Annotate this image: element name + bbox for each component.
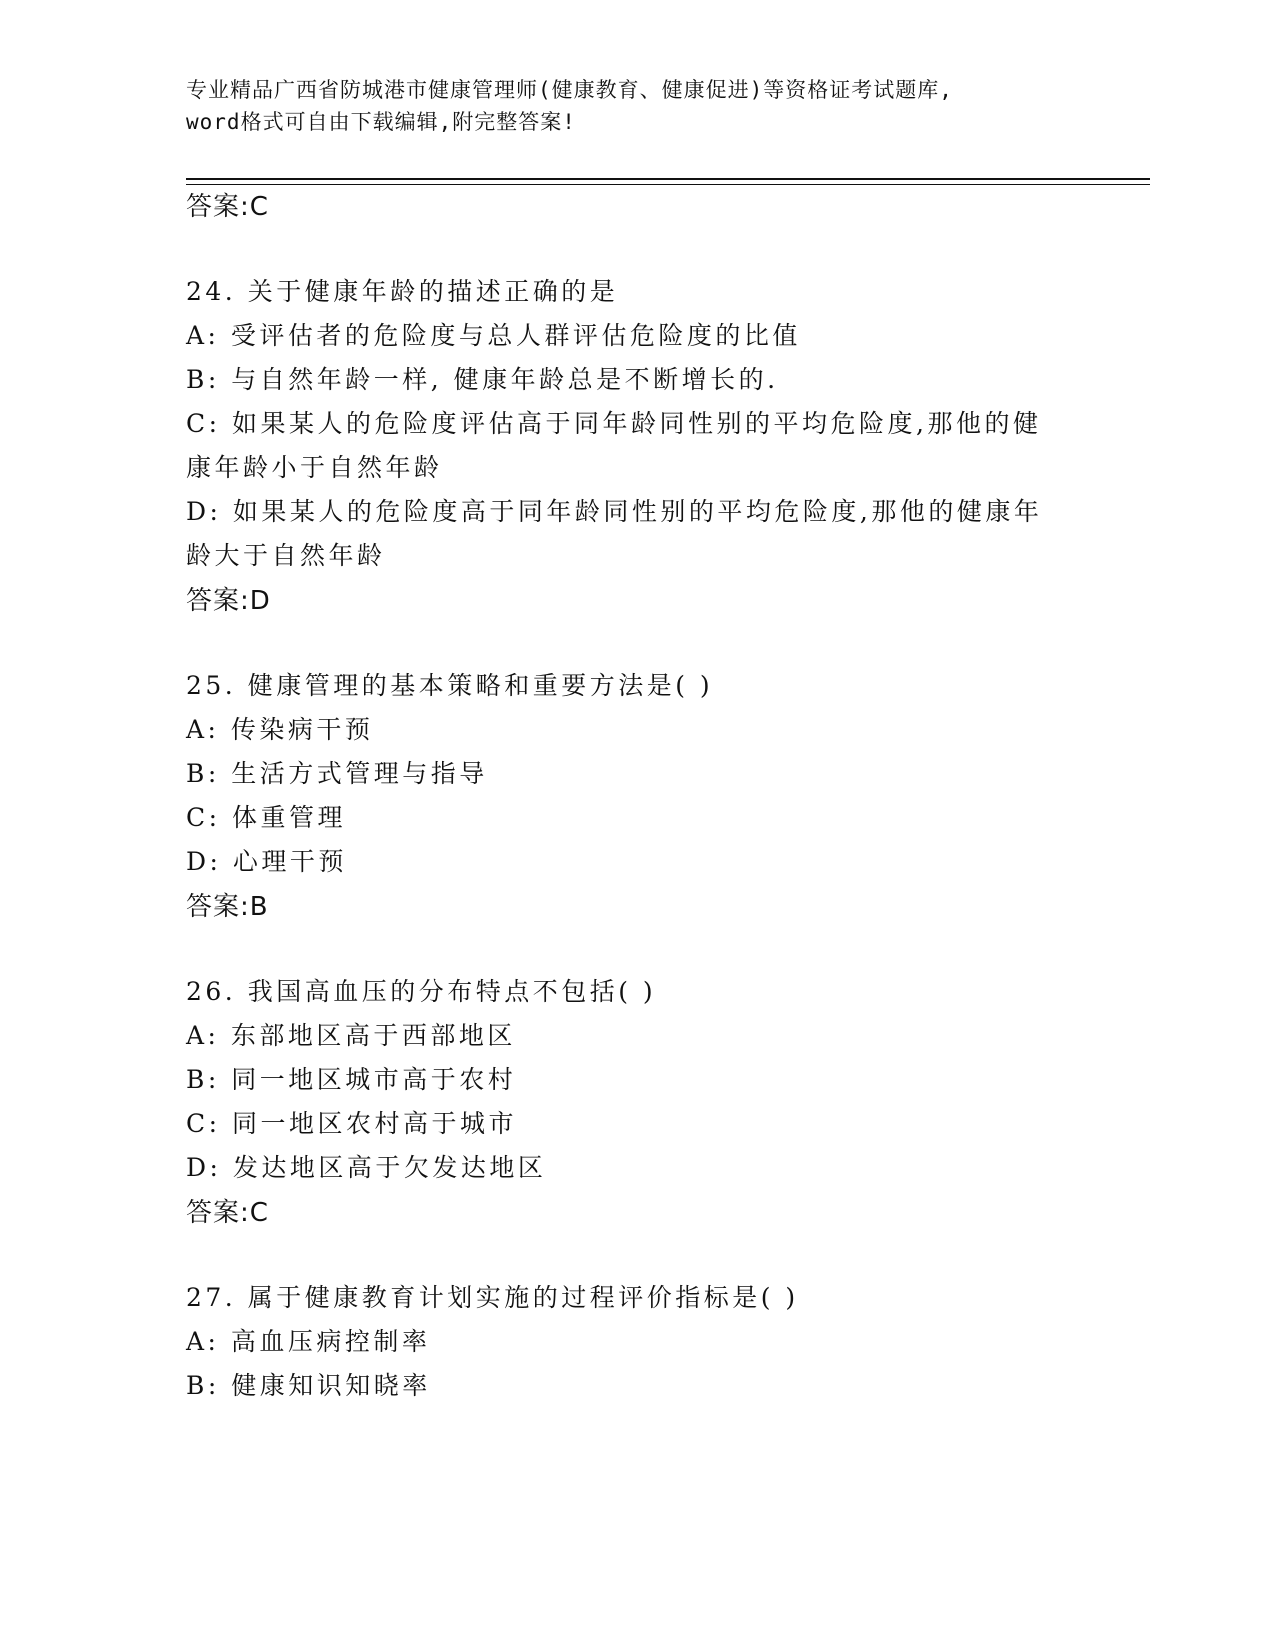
question-stem: 27. 属于健康教育计划实施的过程评价指标是( )	[186, 1283, 799, 1312]
question-stem: 24. 关于健康年龄的描述正确的是	[186, 277, 619, 306]
answer-line: 答案:D	[186, 586, 271, 616]
question-stem: 25. 健康管理的基本策略和重要方法是( )	[186, 671, 714, 700]
header-line-1: 专业精品广西省防城港市健康管理师(健康教育、健康促进)等资格证考试题库,	[186, 78, 953, 102]
option-line: C: 体重管理	[186, 803, 346, 832]
option-line: B: 生活方式管理与指导	[186, 759, 488, 788]
answer-line: 答案:C	[186, 192, 269, 222]
option-line: C: 如果某人的危险度评估高于同年龄同性别的平均危险度,那他的健	[186, 409, 1042, 438]
option-line: A: 东部地区高于西部地区	[186, 1021, 516, 1050]
option-line: D: 如果某人的危险度高于同年龄同性别的平均危险度,那他的健康年	[186, 497, 1043, 526]
page-header	[186, 74, 1126, 138]
option-line: 龄大于自然年龄	[186, 541, 386, 570]
header-line-2: word格式可自由下载编辑,附完整答案!	[186, 110, 576, 134]
option-line: A: 传染病干预	[186, 715, 374, 744]
answer-line: 答案:B	[186, 892, 269, 922]
option-line: D: 发达地区高于欠发达地区	[186, 1153, 547, 1182]
answer-line: 答案:C	[186, 1198, 269, 1228]
option-line: C: 同一地区农村高于城市	[186, 1109, 517, 1138]
option-line: B: 同一地区城市高于农村	[186, 1065, 517, 1094]
option-line: B: 健康知识知晓率	[186, 1371, 431, 1400]
option-line: D: 心理干预	[186, 847, 347, 876]
option-line: A: 受评估者的危险度与总人群评估危险度的比值	[186, 321, 801, 350]
option-line: 康年龄小于自然年龄	[186, 453, 443, 482]
option-line: A: 高血压病控制率	[186, 1327, 431, 1356]
option-line: B: 与自然年龄一样, 健康年龄总是不断增长的.	[186, 365, 779, 394]
header-divider	[186, 178, 1150, 185]
question-stem: 26. 我国高血压的分布特点不包括( )	[186, 977, 657, 1006]
